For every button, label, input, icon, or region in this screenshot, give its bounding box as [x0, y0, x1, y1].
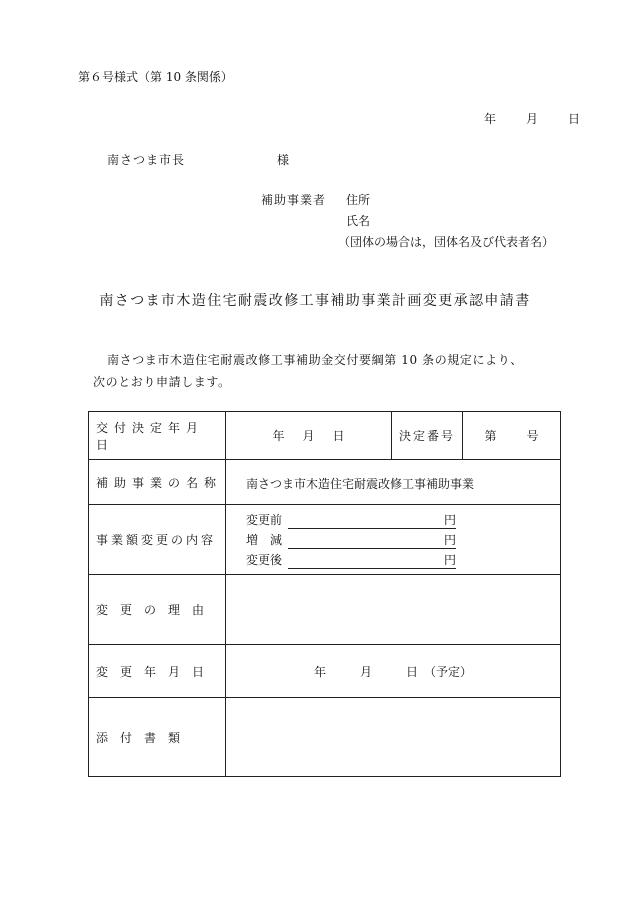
project-name-value: 南さつま市木造住宅耐震改修工事補助事業 — [246, 477, 475, 491]
amount-before-blank[interactable] — [288, 514, 438, 529]
name-label: 氏名 — [346, 214, 371, 228]
honorific: 様 — [277, 153, 290, 167]
date-month: 月 — [526, 112, 539, 126]
table-row-amount-change — [89, 505, 560, 575]
amount-after-line[interactable] — [246, 551, 456, 569]
applicant-label: 補助事業者 — [261, 193, 327, 207]
amount-diff-blank[interactable] — [288, 534, 438, 549]
form-number: 第６号様式（第 10 条関係） — [78, 70, 233, 84]
change-date-note: （予定） — [424, 664, 473, 679]
project-name-label: 補助事業の名称 — [89, 460, 226, 504]
body-text-line-2: 次のとおり申請します。 — [93, 375, 231, 389]
decision-date-label: 交付決定年月日 — [89, 412, 226, 459]
application-date — [484, 110, 580, 127]
yen-unit: 円 — [438, 511, 456, 529]
decision-date-field[interactable] — [226, 412, 392, 459]
amount-before-label: 変更前 — [246, 513, 283, 527]
table-row-decision-date — [89, 412, 560, 460]
yen-unit: 円 — [438, 531, 456, 549]
amount-after-blank[interactable] — [288, 554, 438, 569]
decision-date-year: 年 — [272, 429, 285, 443]
amount-after-label: 変更後 — [246, 553, 283, 567]
document-title: 南さつま市木造住宅耐震改修工事補助事業計画変更承認申請書 — [99, 293, 531, 309]
table-row-change-date — [89, 645, 560, 698]
address-label: 住所 — [346, 193, 371, 207]
decision-date-values — [226, 412, 560, 459]
amount-change-label: 事業額変更の内容 — [89, 505, 226, 574]
change-date-year: 年 — [313, 664, 326, 679]
change-date-field[interactable] — [226, 645, 560, 697]
yen-unit: 円 — [438, 551, 456, 569]
amount-before-line[interactable] — [246, 511, 456, 529]
project-name-cell — [226, 460, 560, 504]
attachments-label: 添 付 書 類 — [89, 698, 226, 776]
amount-diff-line[interactable] — [246, 531, 456, 549]
addressee: 南さつま市長 — [107, 153, 186, 167]
body-text-line-1: 南さつま市木造住宅耐震改修工事補助金交付要綱第 10 条の規定により、 — [107, 353, 523, 367]
change-date-label: 変 更 年 月 日 — [89, 645, 226, 697]
addressee-line — [107, 151, 289, 168]
amount-diff-label: 増 減 — [246, 533, 283, 547]
change-date-day: 日 — [406, 664, 419, 679]
decision-number-prefix: 第 — [484, 429, 497, 443]
decision-date-day: 日 — [332, 429, 345, 443]
decision-date-month: 月 — [302, 429, 315, 443]
reason-label: 変 更 の 理 由 — [89, 575, 226, 644]
organization-note: （団体の場合は，団体名及び代表者名） — [338, 235, 555, 249]
table-row-reason — [89, 575, 560, 645]
reason-field[interactable] — [226, 575, 560, 644]
change-date-month: 月 — [359, 664, 372, 679]
decision-number-suffix: 号 — [526, 429, 539, 443]
date-day: 日 — [568, 112, 581, 126]
table-row-attachments — [89, 698, 560, 776]
amount-change-cell — [226, 505, 560, 574]
decision-number-field[interactable] — [463, 412, 560, 459]
table-row-project-name — [89, 460, 560, 505]
application-form-table — [88, 411, 561, 777]
decision-number-label: 決定番号 — [392, 412, 463, 459]
date-year: 年 — [484, 112, 497, 126]
attachments-field[interactable] — [226, 698, 560, 776]
